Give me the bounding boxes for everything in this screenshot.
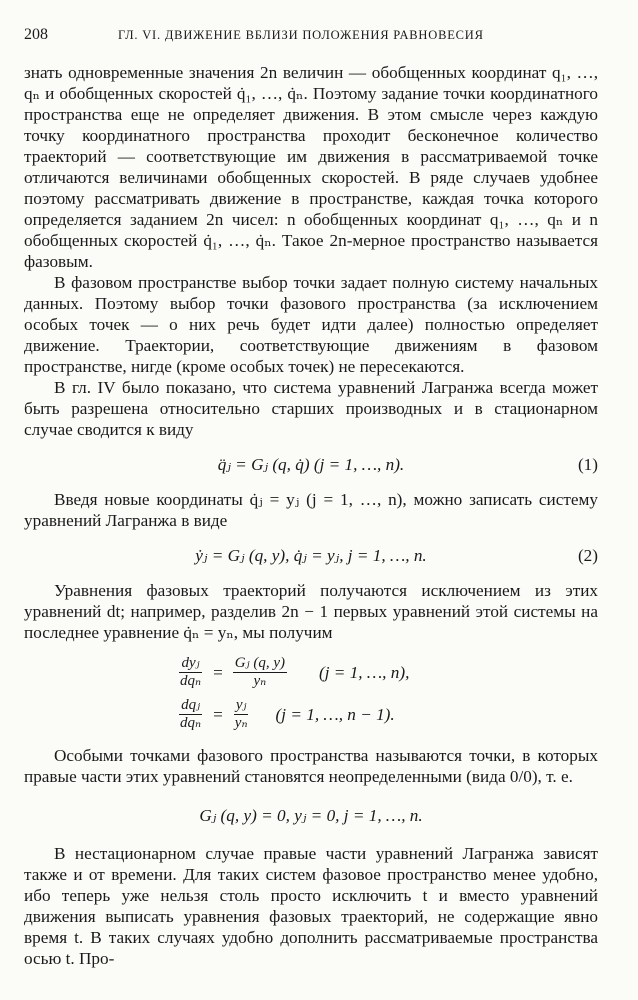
fraction-denominator: yₙ: [234, 714, 248, 731]
equation-1: [24, 454, 598, 475]
fraction-denominator: yₙ: [253, 672, 267, 689]
paragraph-3: В гл. IV было показано, что система уравнений Лагранжа всегда может быть разрешена относительно старших производных и в стационарном случае сводится к виду: [24, 378, 598, 439]
fraction-dq-dq: [178, 697, 203, 732]
paragraph-2: В фазовом пространстве выбор точки задает полную систему начальных данных. Поэтому выбор точки фазового пространства (за исключением особых точек — о них речь будет идти далее) полностью определяет движение. Траектории, соответствующие движениям в фазовом пространстве, нигде (кроме особых точек) не пересекаются.: [24, 273, 598, 376]
phase-trajectory-equations: [24, 651, 598, 735]
fraction-numerator: dqⱼ: [181, 696, 201, 713]
equation-1-formula: q̈ⱼ = Gⱼ (q, q̇) (j = 1, …, n).: [217, 455, 405, 474]
fraction-numerator: dyⱼ: [181, 654, 200, 671]
fraction-row-2: [174, 693, 598, 735]
paragraph-6: Особыми точками фазового пространства называются точки, в которых правые части этих уравнений становятся неопределенными (вида 0/0), т. е.: [24, 746, 598, 786]
index-range-1: (j = 1, …, n),: [319, 662, 410, 682]
page-header: [24, 26, 614, 48]
equals-sign: =: [213, 704, 223, 724]
fraction-numerator: Gⱼ (q, y): [234, 654, 285, 671]
page-body: [24, 62, 598, 969]
paragraph-5: Уравнения фазовых траекторий получаются исключением из этих уравнений dt; например, разделив 2n − 1 первых уравнений этой системы на последнее уравнение q̇ₙ = yₙ, мы получим: [24, 581, 598, 642]
fraction-numerator: yⱼ: [235, 696, 247, 713]
equals-sign: =: [213, 662, 223, 682]
equation-3-formula: Gⱼ (q, y) = 0, yⱼ = 0, j = 1, …, n.: [199, 806, 423, 825]
equation-2-number: (2): [577, 546, 598, 565]
fraction-row-1: [174, 651, 598, 693]
running-title: ГЛ. VI. ДВИЖЕНИЕ ВБЛИЗИ ПОЛОЖЕНИЯ РАВНОВЕСИЯ: [118, 28, 484, 42]
paragraph-4: Введя новые координаты q̇ⱼ = yⱼ (j = 1, …, n), можно записать систему уравнений Лагранжа в виде: [24, 490, 598, 530]
fraction-y-over-y: [233, 697, 250, 732]
equation-2-formula: ẏⱼ = Gⱼ (q, y), q̇ⱼ = yⱼ, j = 1, …, n.: [195, 546, 427, 565]
equation-1-number: (1): [577, 455, 598, 474]
paragraph-7: В нестационарном случае правые части уравнений Лагранжа зависят также и от времени. Для таких систем фазовое пространство менее удобно, ибо теперь уже нельзя столь просто исключить t и вместо уравнений движения выписать уравнения фазовых траекторий, не содержащие явно время t. В таких случаях удобно дополнить рассматриваемые пространства осью t. Про-: [24, 844, 598, 968]
fraction-denominator: dqₙ: [180, 672, 202, 689]
equation-2: [24, 545, 598, 566]
fraction-g-over-y: [233, 655, 287, 690]
index-range-2: (j = 1, …, n − 1).: [275, 704, 395, 724]
fraction-denominator: dqₙ: [180, 714, 202, 731]
equation-3: [24, 805, 598, 827]
page-number: 208: [24, 26, 48, 43]
paragraph-1: знать одновременные значения 2n величин — обобщенных координат q₁, …, qₙ и обобщенных скоростей q̇₁, …, q̇ₙ. Поэтому задание точки координатного пространства еще не определяет движения. В этом смысле через каждую точку координатного пространства проходит бесконечное количество траекторий — соответствующие им движения в рассматриваемой точке отличаются величинами обобщенных скоростей. В ряде случаев удобнее поэтому рассматривать движение в пространстве, каждая точка которого определяется заданием 2n чисел: n обобщенных координат q₁, …, qₙ и n обобщенных скоростей q̇₁, …, q̇ₙ. Такое 2n-мерное пространство называется фазовым.: [24, 63, 598, 271]
fraction-dy-dq: [178, 655, 203, 690]
